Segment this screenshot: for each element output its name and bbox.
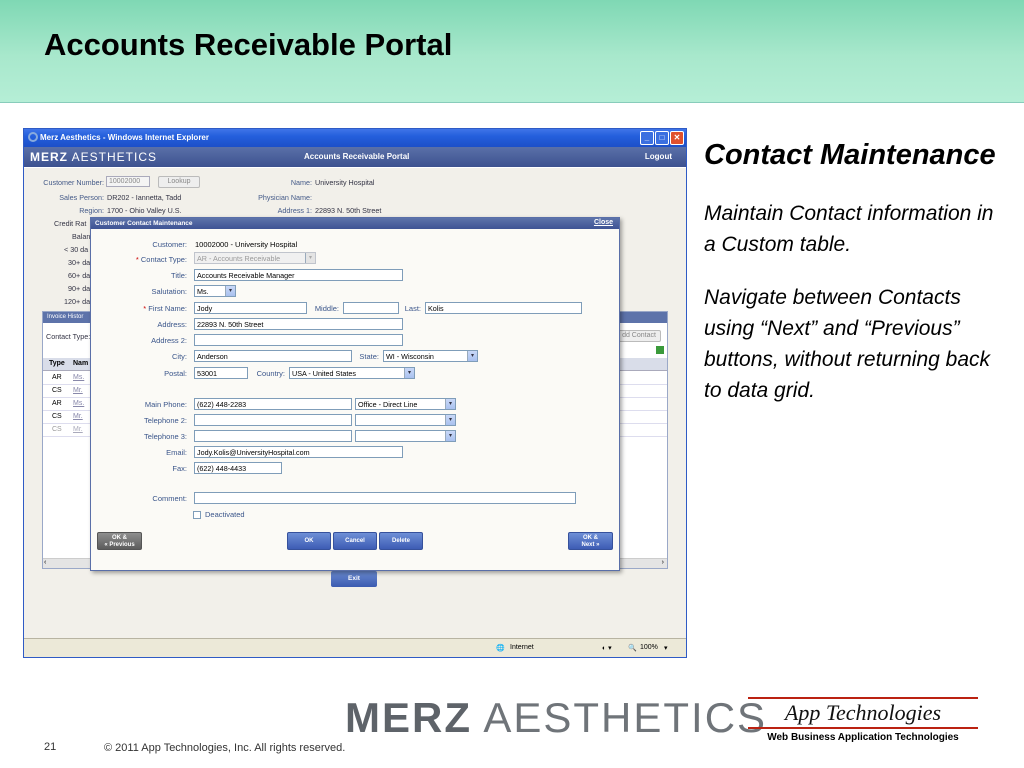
lookup-button[interactable]: Lookup — [158, 176, 200, 188]
close-window-icon[interactable]: ✕ — [670, 131, 684, 145]
row-type: CS — [52, 387, 62, 394]
slide-title: Accounts Receivable Portal — [44, 27, 453, 62]
copyright-text: © 2011 App Technologies, Inc. All rights reserved. — [104, 742, 346, 754]
chevron-down-icon: ▾ — [225, 286, 235, 296]
chevron-down-icon: ▾ — [467, 351, 477, 361]
middle-label: Middle: — [314, 304, 339, 313]
grid-column-header[interactable]: Nam — [73, 360, 89, 367]
chevron-down-icon: ▾ — [445, 431, 455, 441]
ie-logo-icon — [28, 132, 38, 142]
customer-value: 10002000 - University Hospital — [195, 240, 298, 249]
main-phone-type-select[interactable]: Office - Direct Line ▾ — [355, 398, 456, 410]
sales-person-value: DR202 - Iannetta, Tadd — [107, 193, 182, 202]
apptech-tagline: Web Business Application Technologies — [767, 732, 959, 743]
address1-value: 22893 N. 50th Street — [315, 206, 382, 215]
minimize-icon[interactable]: _ — [640, 131, 654, 145]
app-technologies-logo — [748, 697, 978, 745]
fax-input[interactable]: (622) 448-4433 — [194, 462, 282, 474]
state-label: State: — [359, 352, 379, 361]
title-label: Title: — [171, 271, 187, 280]
title-band — [0, 0, 1024, 103]
contact-type-select[interactable]: AR - Accounts Receivable ▾ — [194, 252, 316, 264]
ok-next-button[interactable]: OK & Next » — [568, 532, 613, 550]
main-phone-input[interactable]: (622) 448-2283 — [194, 398, 352, 410]
row-name-link[interactable]: Mr. — [73, 413, 83, 420]
telephone2-type-select[interactable] — [355, 414, 456, 426]
contact-type-label: * Contact Type: — [97, 255, 187, 264]
maximize-icon[interactable]: □ — [655, 131, 669, 145]
postal-label: Postal: — [164, 369, 187, 378]
balance-label: Balan — [72, 232, 91, 241]
row-type: CS — [52, 426, 62, 433]
city-input[interactable]: Anderson — [194, 350, 352, 362]
description-paragraph-1: Maintain Contact information in a Custom table. — [704, 202, 994, 256]
postal-input[interactable]: 53001 — [194, 367, 248, 379]
dialog-close-link[interactable]: Close — [593, 219, 613, 226]
row-name-link[interactable]: Ms. — [73, 374, 85, 381]
salutation-label: Salutation: — [151, 287, 187, 296]
chevron-down-icon: ▾ — [305, 253, 315, 263]
sales-person-label: Sales Person: — [59, 193, 104, 202]
row-name-link[interactable]: Mr. — [73, 426, 83, 433]
aging-label: 30+ da — [68, 258, 91, 267]
app-header-title: Accounts Receivable Portal — [304, 152, 410, 161]
customer-label: Customer: — [152, 240, 187, 249]
address2-label: Address 2: — [151, 336, 187, 345]
last-label: Last: — [404, 304, 421, 313]
country-label: Country: — [256, 369, 285, 378]
row-name-link[interactable]: Mr. — [73, 387, 83, 394]
exit-button[interactable]: Exit — [331, 571, 377, 587]
address1-label: Address 1: — [277, 206, 312, 215]
apptech-name: App Technologies — [748, 697, 978, 729]
region-value: 1700 - Ohio Valley U.S. — [107, 206, 182, 215]
zoom-dropdown-icon[interactable]: ▾ — [664, 645, 668, 652]
telephone2-label: Telephone 2: — [144, 416, 187, 425]
address2-input[interactable] — [194, 334, 403, 346]
aging-label: < 30 da — [64, 245, 89, 254]
telephone3-label: Telephone 3: — [144, 432, 187, 441]
protected-mode-icon[interactable]: ◐ ▾ — [602, 645, 612, 652]
physician-name-label: Physician Name: — [258, 193, 312, 202]
telephone3-input[interactable] — [194, 430, 352, 442]
ok-button[interactable]: OK — [287, 532, 331, 550]
country-select[interactable]: USA - United States ▾ — [289, 367, 415, 379]
fax-label: Fax: — [172, 464, 187, 473]
address-input[interactable]: 22893 N. 50th Street — [194, 318, 403, 330]
email-input[interactable]: Jody.Kolis@UniversityHospital.com — [194, 446, 403, 458]
page-number: 21 — [44, 741, 57, 753]
browser-title-bar — [24, 129, 686, 147]
zoom-icon[interactable]: 🔍 — [628, 645, 637, 652]
contact-type-label: Contact Type: — [46, 332, 91, 341]
middle-input[interactable] — [343, 302, 399, 314]
title-input[interactable]: Accounts Receivable Manager — [194, 269, 403, 281]
ok-previous-button[interactable]: OK & « Previous — [97, 532, 142, 550]
app-brand-logo: MERZ AESTHETICS — [30, 150, 158, 164]
logout-link[interactable]: Logout — [644, 152, 672, 161]
name-label: Name: — [290, 178, 312, 187]
aging-label: 90+ da — [68, 284, 91, 293]
add-contact-button[interactable]: dd Contact — [617, 330, 661, 342]
app-header — [24, 147, 686, 167]
chevron-down-icon: ▾ — [404, 368, 414, 378]
first-name-label: * First Name: — [97, 304, 187, 313]
city-label: City: — [172, 352, 187, 361]
internet-zone-icon: 🌐 — [496, 645, 505, 652]
region-label: Region: — [79, 206, 104, 215]
customer-number-label: Customer Number: — [43, 178, 104, 187]
description-panel — [704, 136, 1004, 406]
email-label: Email: — [166, 448, 187, 457]
deactivated-checkbox[interactable] — [193, 511, 201, 519]
state-select[interactable]: WI - Wisconsin ▾ — [383, 350, 478, 362]
row-type: AR — [52, 400, 62, 407]
chevron-down-icon: ▾ — [445, 415, 455, 425]
aging-label: 120+ da — [64, 297, 91, 306]
chevron-down-icon: ▾ — [445, 399, 455, 409]
main-phone-label: Main Phone: — [144, 400, 187, 409]
excel-export-icon[interactable] — [655, 345, 665, 355]
row-name-link[interactable]: Ms. — [73, 400, 85, 407]
scroll-left-icon[interactable]: ‹ — [44, 559, 47, 566]
aging-label: 60+ da — [68, 271, 91, 280]
comment-input[interactable] — [194, 492, 576, 504]
section-heading: Contact Maintenance — [704, 139, 996, 171]
last-name-input[interactable]: Kolis — [425, 302, 582, 314]
dialog-title-bar — [91, 218, 619, 229]
salutation-select[interactable]: Ms. ▾ — [194, 285, 236, 297]
row-type: CS — [52, 413, 62, 420]
name-value: University Hospital — [315, 178, 375, 187]
credit-label: Credit Rat — [54, 219, 87, 228]
grid-column-header[interactable]: Type — [49, 360, 65, 367]
grid-title: Invoice Histor — [43, 312, 667, 323]
window-controls — [640, 131, 684, 145]
address-label: Address: — [157, 320, 187, 329]
customer-number-input[interactable]: 10002000 — [106, 176, 150, 187]
comment-label: Comment: — [152, 494, 187, 503]
browser-window-title: Merz Aesthetics - Windows Internet Explorer — [40, 133, 209, 142]
contact-maintenance-dialog — [90, 217, 620, 571]
row-type: AR — [52, 374, 62, 381]
telephone2-input[interactable] — [194, 414, 352, 426]
zoom-level[interactable]: 100% — [640, 644, 658, 651]
first-name-input[interactable]: Jody — [194, 302, 307, 314]
telephone3-type-select[interactable] — [355, 430, 456, 442]
cancel-button[interactable]: Cancel — [333, 532, 377, 550]
description-paragraph-2: Navigate between Contacts using “Next” and “Previous” buttons, without returning back to data grid. — [704, 286, 991, 402]
dialog-title: Customer Contact Maintenance — [95, 220, 193, 227]
scroll-right-icon[interactable]: › — [661, 559, 664, 566]
merz-aesthetics-logo: MERZ AESTHETICS — [345, 694, 768, 741]
status-zone: Internet — [510, 644, 534, 651]
browser-status-bar — [24, 638, 686, 657]
deactivated-label: Deactivated — [205, 510, 245, 519]
delete-button[interactable]: Delete — [379, 532, 423, 550]
